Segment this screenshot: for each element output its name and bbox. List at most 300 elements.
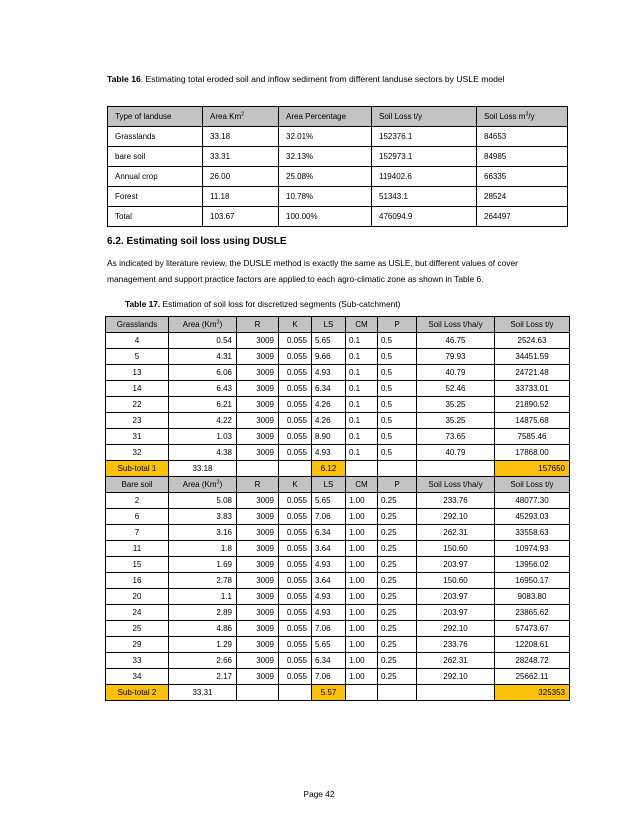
table17-row (106, 413, 570, 429)
area-cell: 3.83 (169, 509, 237, 525)
cm-header: CM (346, 477, 378, 493)
soil-loss-tha-cell: 262.31 (417, 525, 495, 541)
p-cell: 0.5 (378, 445, 417, 461)
k-cell: 0.055 (279, 333, 312, 349)
table17-header-bare-soil (106, 477, 570, 493)
segment-cell: 5 (106, 349, 169, 365)
r-header: R (237, 477, 279, 493)
cm-cell: 0.1 (346, 381, 378, 397)
soil-loss-tha-cell: 150.60 (417, 541, 495, 557)
soil-loss-tha-cell: 292.10 (417, 509, 495, 525)
k-cell: 0.055 (279, 541, 312, 557)
cm-cell: 1.00 (346, 621, 378, 637)
soil-loss-ty-cell: 9083.80 (495, 589, 570, 605)
r-cell: 3009 (237, 429, 279, 445)
subtotal-soil-loss-tha (417, 461, 495, 477)
soil-loss-tha-cell: 203.97 (417, 605, 495, 621)
ls-cell: 7.06 (312, 669, 346, 685)
table16-title: . Estimating total eroded soil and inflow sediment from different landuse sectors by USLE model (140, 74, 505, 84)
table16-label: Table 16 (107, 74, 141, 84)
r-cell: 3009 (237, 349, 279, 365)
header-area (203, 107, 279, 127)
table17-row (106, 429, 570, 445)
cm-cell: 1.00 (346, 669, 378, 685)
cm-cell: 0.1 (346, 413, 378, 429)
cm-cell: 0.1 (346, 365, 378, 381)
soil-loss-m3y-cell: 84653 (477, 127, 568, 147)
area-cell: 4.38 (169, 445, 237, 461)
segment-cell: 23 (106, 413, 169, 429)
area-cell: 2.78 (169, 573, 237, 589)
landuse-header: Bare soil (106, 477, 169, 493)
header-soil-loss-ty: Soil Loss t/y (372, 107, 477, 127)
area-cell: 4.86 (169, 621, 237, 637)
p-cell: 0.25 (378, 573, 417, 589)
subtotal-cm (346, 461, 378, 477)
area-cell: 2.17 (169, 669, 237, 685)
table17-title: Estimation of soil loss for discretized segments (Sub-catchment) (160, 299, 401, 309)
subtotal-r (237, 685, 279, 701)
r-cell: 3009 (237, 637, 279, 653)
table16-row (108, 207, 568, 227)
p-cell: 0.25 (378, 653, 417, 669)
r-cell: 3009 (237, 621, 279, 637)
r-cell: 3009 (237, 653, 279, 669)
ls-cell: 6.34 (312, 653, 346, 669)
cm-cell: 1.00 (346, 493, 378, 509)
table17-label: Table 17. (125, 299, 161, 309)
header-area-sup: 2 (241, 110, 245, 117)
p-cell: 0.25 (378, 509, 417, 525)
landuse-header: Grasslands (106, 317, 169, 333)
ls-cell: 9.66 (312, 349, 346, 365)
section-heading: 6.2. Estimating soil loss using DUSLE (107, 236, 287, 247)
soil-loss-m3y-cell: 28524 (477, 187, 568, 207)
area-percentage-cell: 32.13% (279, 147, 372, 167)
r-cell: 3009 (237, 669, 279, 685)
table17-row (106, 397, 570, 413)
p-cell: 0.5 (378, 397, 417, 413)
cm-cell: 0.1 (346, 333, 378, 349)
cm-cell: 0.1 (346, 429, 378, 445)
area-cell: 6.21 (169, 397, 237, 413)
area-header-tail: ) (219, 479, 223, 489)
soil-loss-ty-cell: 28248.72 (495, 653, 570, 669)
soil-loss-ty-cell: 13956.02 (495, 557, 570, 573)
area-cell: 4.31 (169, 349, 237, 365)
cm-cell: 1.00 (346, 605, 378, 621)
table17-row (106, 541, 570, 557)
cm-cell: 1.00 (346, 653, 378, 669)
cm-header: CM (346, 317, 378, 333)
r-cell: 3009 (237, 557, 279, 573)
subtotal-soil-loss-tha (417, 685, 495, 701)
soil-loss-m3y-cell: 84985 (477, 147, 568, 167)
area-cell: 1.29 (169, 637, 237, 653)
soil-loss-ty-header: Soil Loss t/y (495, 477, 570, 493)
table17-row (106, 445, 570, 461)
table17-row (106, 605, 570, 621)
area-header-sup: 2 (216, 318, 220, 325)
table17-row (106, 573, 570, 589)
table17-caption (125, 299, 400, 309)
r-cell: 3009 (237, 333, 279, 349)
subtotal-ls: 5.57 (312, 685, 346, 701)
k-cell: 0.055 (279, 381, 312, 397)
soil-loss-ty-cell: 24721.48 (495, 365, 570, 381)
soil-loss-ty-cell: 152973.1 (372, 147, 477, 167)
soil-loss-ty-header: Soil Loss t/y (495, 317, 570, 333)
segment-cell: 16 (106, 573, 169, 589)
soil-loss-tha-cell: 203.97 (417, 589, 495, 605)
ls-cell: 5.65 (312, 493, 346, 509)
area-header (169, 477, 237, 493)
segment-cell: 32 (106, 445, 169, 461)
subtotal-ls: 6.12 (312, 461, 346, 477)
r-cell: 3009 (237, 413, 279, 429)
r-cell: 3009 (237, 589, 279, 605)
p-cell: 0.25 (378, 525, 417, 541)
area-percentage-cell: 25.08% (279, 167, 372, 187)
table16-header-row (108, 107, 568, 127)
landuse-cell: Annual crop (108, 167, 203, 187)
soil-loss-tha-cell: 203.97 (417, 557, 495, 573)
soil-loss-tha-cell: 73.65 (417, 429, 495, 445)
header-area-percentage: Area Percentage (279, 107, 372, 127)
cm-cell: 0.1 (346, 397, 378, 413)
p-cell: 0.25 (378, 589, 417, 605)
area-cell: 11.18 (203, 187, 279, 207)
cm-cell: 1.00 (346, 509, 378, 525)
k-cell: 0.055 (279, 637, 312, 653)
segment-cell: 25 (106, 621, 169, 637)
k-cell: 0.055 (279, 509, 312, 525)
soil-loss-tha-cell: 150.60 (417, 573, 495, 589)
table16-row (108, 147, 568, 167)
soil-loss-tha-cell: 292.10 (417, 621, 495, 637)
header-soil-loss-m3y-text: Soil Loss m (484, 111, 526, 121)
segment-cell: 11 (106, 541, 169, 557)
area-header (169, 317, 237, 333)
soil-loss-tha-cell: 233.76 (417, 637, 495, 653)
soil-loss-ty-cell: 57473.67 (495, 621, 570, 637)
r-header: R (237, 317, 279, 333)
segment-cell: 29 (106, 637, 169, 653)
ls-cell: 8.90 (312, 429, 346, 445)
area-cell: 1.03 (169, 429, 237, 445)
table17 (105, 316, 570, 701)
area-percentage-cell: 100.00% (279, 207, 372, 227)
area-cell: 33.31 (203, 147, 279, 167)
k-cell: 0.055 (279, 493, 312, 509)
k-cell: 0.055 (279, 445, 312, 461)
table16 (107, 106, 568, 227)
table17-header-grasslands (106, 317, 570, 333)
ls-cell: 4.93 (312, 445, 346, 461)
soil-loss-tha-cell: 52.46 (417, 381, 495, 397)
ls-cell: 4.26 (312, 397, 346, 413)
segment-cell: 22 (106, 397, 169, 413)
cm-cell: 1.00 (346, 637, 378, 653)
section-paragraph: As indicated by literature review, the DUSLE method is exactly the same as USLE, but different values of cover management and support practice factors are applied to each agro-climatic zone as shown in Table 6. (107, 258, 518, 284)
soil-loss-ty-cell: 33558.63 (495, 525, 570, 541)
k-header: K (279, 317, 312, 333)
soil-loss-ty-cell: 16950.17 (495, 573, 570, 589)
soil-loss-ty-cell: 48077.30 (495, 493, 570, 509)
soil-loss-tha-cell: 35.25 (417, 397, 495, 413)
k-cell: 0.055 (279, 429, 312, 445)
soil-loss-ty-cell: 33733.01 (495, 381, 570, 397)
segment-cell: 20 (106, 589, 169, 605)
subtotal-cm (346, 685, 378, 701)
table16-row (108, 127, 568, 147)
header-soil-loss-m3y-sup: 3 (525, 110, 529, 117)
k-cell: 0.055 (279, 413, 312, 429)
p-cell: 0.5 (378, 349, 417, 365)
p-cell: 0.25 (378, 637, 417, 653)
subtotal-soil-loss-ty: 157650 (495, 461, 570, 477)
segment-cell: 15 (106, 557, 169, 573)
soil-loss-ty-cell: 51343.1 (372, 187, 477, 207)
area-cell: 6.43 (169, 381, 237, 397)
table17-row (106, 557, 570, 573)
table16-row (108, 187, 568, 207)
soil-loss-tha-cell: 233.76 (417, 493, 495, 509)
subtotal-label: Sub-total 2 (106, 685, 169, 701)
soil-loss-tha-header: Soil Loss t/ha/y (417, 477, 495, 493)
table16-caption (107, 74, 505, 84)
area-cell: 4.22 (169, 413, 237, 429)
soil-loss-ty-cell: 152376.1 (372, 127, 477, 147)
r-cell: 3009 (237, 397, 279, 413)
area-header-text: Area (Km (182, 319, 217, 329)
p-cell: 0.5 (378, 381, 417, 397)
cm-cell: 1.00 (346, 573, 378, 589)
p-cell: 0.5 (378, 365, 417, 381)
table17-row (106, 509, 570, 525)
table17-row (106, 653, 570, 669)
table16-body (108, 107, 568, 227)
p-cell: 0.25 (378, 493, 417, 509)
table17-body (106, 317, 570, 701)
p-cell: 0.25 (378, 541, 417, 557)
k-cell: 0.055 (279, 605, 312, 621)
area-cell: 26.00 (203, 167, 279, 187)
segment-cell: 4 (106, 333, 169, 349)
ls-cell: 4.93 (312, 557, 346, 573)
soil-loss-ty-cell: 34451.59 (495, 349, 570, 365)
soil-loss-ty-cell: 25662.11 (495, 669, 570, 685)
soil-loss-ty-cell: 45293.03 (495, 509, 570, 525)
r-cell: 3009 (237, 509, 279, 525)
k-cell: 0.055 (279, 397, 312, 413)
segment-cell: 33 (106, 653, 169, 669)
k-cell: 0.055 (279, 669, 312, 685)
area-cell: 0.54 (169, 333, 237, 349)
table17-row (106, 333, 570, 349)
landuse-cell: Forest (108, 187, 203, 207)
header-soil-loss-m3y-tail: /y (528, 111, 535, 121)
subtotal-area: 33.18 (169, 461, 237, 477)
soil-loss-tha-cell: 35.25 (417, 413, 495, 429)
segment-cell: 2 (106, 493, 169, 509)
segment-cell: 13 (106, 365, 169, 381)
soil-loss-tha-cell: 262.31 (417, 653, 495, 669)
ls-cell: 4.93 (312, 605, 346, 621)
segment-cell: 31 (106, 429, 169, 445)
cm-cell: 1.00 (346, 557, 378, 573)
k-cell: 0.055 (279, 589, 312, 605)
area-cell: 3.16 (169, 525, 237, 541)
p-header: P (378, 317, 417, 333)
r-cell: 3009 (237, 381, 279, 397)
subtotal-k (279, 685, 312, 701)
area-cell: 33.18 (203, 127, 279, 147)
segment-cell: 14 (106, 381, 169, 397)
r-cell: 3009 (237, 525, 279, 541)
area-header-sup: 2 (216, 478, 220, 485)
subtotal-r (237, 461, 279, 477)
p-cell: 0.5 (378, 429, 417, 445)
r-cell: 3009 (237, 573, 279, 589)
area-cell: 103.67 (203, 207, 279, 227)
soil-loss-m3y-cell: 264497 (477, 207, 568, 227)
area-cell: 1.8 (169, 541, 237, 557)
table17-row (106, 493, 570, 509)
k-cell: 0.055 (279, 365, 312, 381)
ls-cell: 7.06 (312, 509, 346, 525)
table17-row (106, 589, 570, 605)
r-cell: 3009 (237, 605, 279, 621)
area-percentage-cell: 10.78% (279, 187, 372, 207)
ls-cell: 4.93 (312, 589, 346, 605)
soil-loss-tha-cell: 292.10 (417, 669, 495, 685)
cm-cell: 1.00 (346, 525, 378, 541)
p-cell: 0.5 (378, 333, 417, 349)
area-cell: 1.1 (169, 589, 237, 605)
ls-header: LS (312, 317, 346, 333)
ls-cell: 5.65 (312, 637, 346, 653)
soil-loss-tha-cell: 46.75 (417, 333, 495, 349)
soil-loss-tha-header: Soil Loss t/ha/y (417, 317, 495, 333)
p-header: P (378, 477, 417, 493)
table17-row (106, 621, 570, 637)
soil-loss-ty-cell: 12208.61 (495, 637, 570, 653)
page-number: Page 42 (303, 789, 335, 799)
cm-cell: 0.1 (346, 445, 378, 461)
header-soil-loss-m3y (477, 107, 568, 127)
segment-cell: 24 (106, 605, 169, 621)
cm-cell: 1.00 (346, 541, 378, 557)
subtotal-k (279, 461, 312, 477)
k-cell: 0.055 (279, 525, 312, 541)
soil-loss-ty-cell: 7585.46 (495, 429, 570, 445)
ls-cell: 3.64 (312, 573, 346, 589)
k-cell: 0.055 (279, 349, 312, 365)
ls-header: LS (312, 477, 346, 493)
soil-loss-ty-cell: 23865.62 (495, 605, 570, 621)
table17-row (106, 669, 570, 685)
area-header-tail: ) (219, 319, 223, 329)
segment-cell: 6 (106, 509, 169, 525)
subtotal-p (378, 461, 417, 477)
r-cell: 3009 (237, 541, 279, 557)
table17-subtotal-2 (106, 685, 570, 701)
soil-loss-tha-cell: 40.79 (417, 365, 495, 381)
ls-cell: 4.26 (312, 413, 346, 429)
soil-loss-ty-cell: 10974.93 (495, 541, 570, 557)
subtotal-area: 33.31 (169, 685, 237, 701)
table17-row (106, 381, 570, 397)
p-cell: 0.25 (378, 621, 417, 637)
table17-row (106, 525, 570, 541)
cm-cell: 1.00 (346, 589, 378, 605)
soil-loss-m3y-cell: 66335 (477, 167, 568, 187)
area-header-text: Area (Km (182, 479, 217, 489)
subtotal-soil-loss-ty: 325353 (495, 685, 570, 701)
area-cell: 6.06 (169, 365, 237, 381)
ls-cell: 3.64 (312, 541, 346, 557)
table17-subtotal-1 (106, 461, 570, 477)
header-landuse: Type of landuse (108, 107, 203, 127)
k-cell: 0.055 (279, 621, 312, 637)
table17-row (106, 637, 570, 653)
segment-cell: 7 (106, 525, 169, 541)
p-cell: 0.25 (378, 605, 417, 621)
segment-cell: 34 (106, 669, 169, 685)
r-cell: 3009 (237, 365, 279, 381)
ls-cell: 6.34 (312, 525, 346, 541)
k-cell: 0.055 (279, 653, 312, 669)
table17-row (106, 365, 570, 381)
soil-loss-ty-cell: 21890.52 (495, 397, 570, 413)
p-cell: 0.25 (378, 669, 417, 685)
soil-loss-tha-cell: 79.93 (417, 349, 495, 365)
k-cell: 0.055 (279, 573, 312, 589)
r-cell: 3009 (237, 445, 279, 461)
subtotal-p (378, 685, 417, 701)
soil-loss-ty-cell: 17868.00 (495, 445, 570, 461)
ls-cell: 4.93 (312, 365, 346, 381)
soil-loss-tha-cell: 40.79 (417, 445, 495, 461)
table17-row (106, 349, 570, 365)
area-cell: 2.66 (169, 653, 237, 669)
area-cell: 2.89 (169, 605, 237, 621)
landuse-cell: Total (108, 207, 203, 227)
k-header: K (279, 477, 312, 493)
soil-loss-ty-cell: 2524.63 (495, 333, 570, 349)
landuse-cell: Grasslands (108, 127, 203, 147)
landuse-cell: bare soil (108, 147, 203, 167)
r-cell: 3009 (237, 493, 279, 509)
table16-row (108, 167, 568, 187)
k-cell: 0.055 (279, 557, 312, 573)
soil-loss-ty-cell: 119402.6 (372, 167, 477, 187)
subtotal-label: Sub-total 1 (106, 461, 169, 477)
header-area-text: Area Km (210, 111, 242, 121)
area-cell: 5.08 (169, 493, 237, 509)
soil-loss-ty-cell: 476094.9 (372, 207, 477, 227)
cm-cell: 0.1 (346, 349, 378, 365)
p-cell: 0.5 (378, 413, 417, 429)
ls-cell: 6.34 (312, 381, 346, 397)
p-cell: 0.25 (378, 557, 417, 573)
ls-cell: 7.06 (312, 621, 346, 637)
area-cell: 1.69 (169, 557, 237, 573)
soil-loss-ty-cell: 14875.68 (495, 413, 570, 429)
ls-cell: 5.65 (312, 333, 346, 349)
area-percentage-cell: 32.01% (279, 127, 372, 147)
